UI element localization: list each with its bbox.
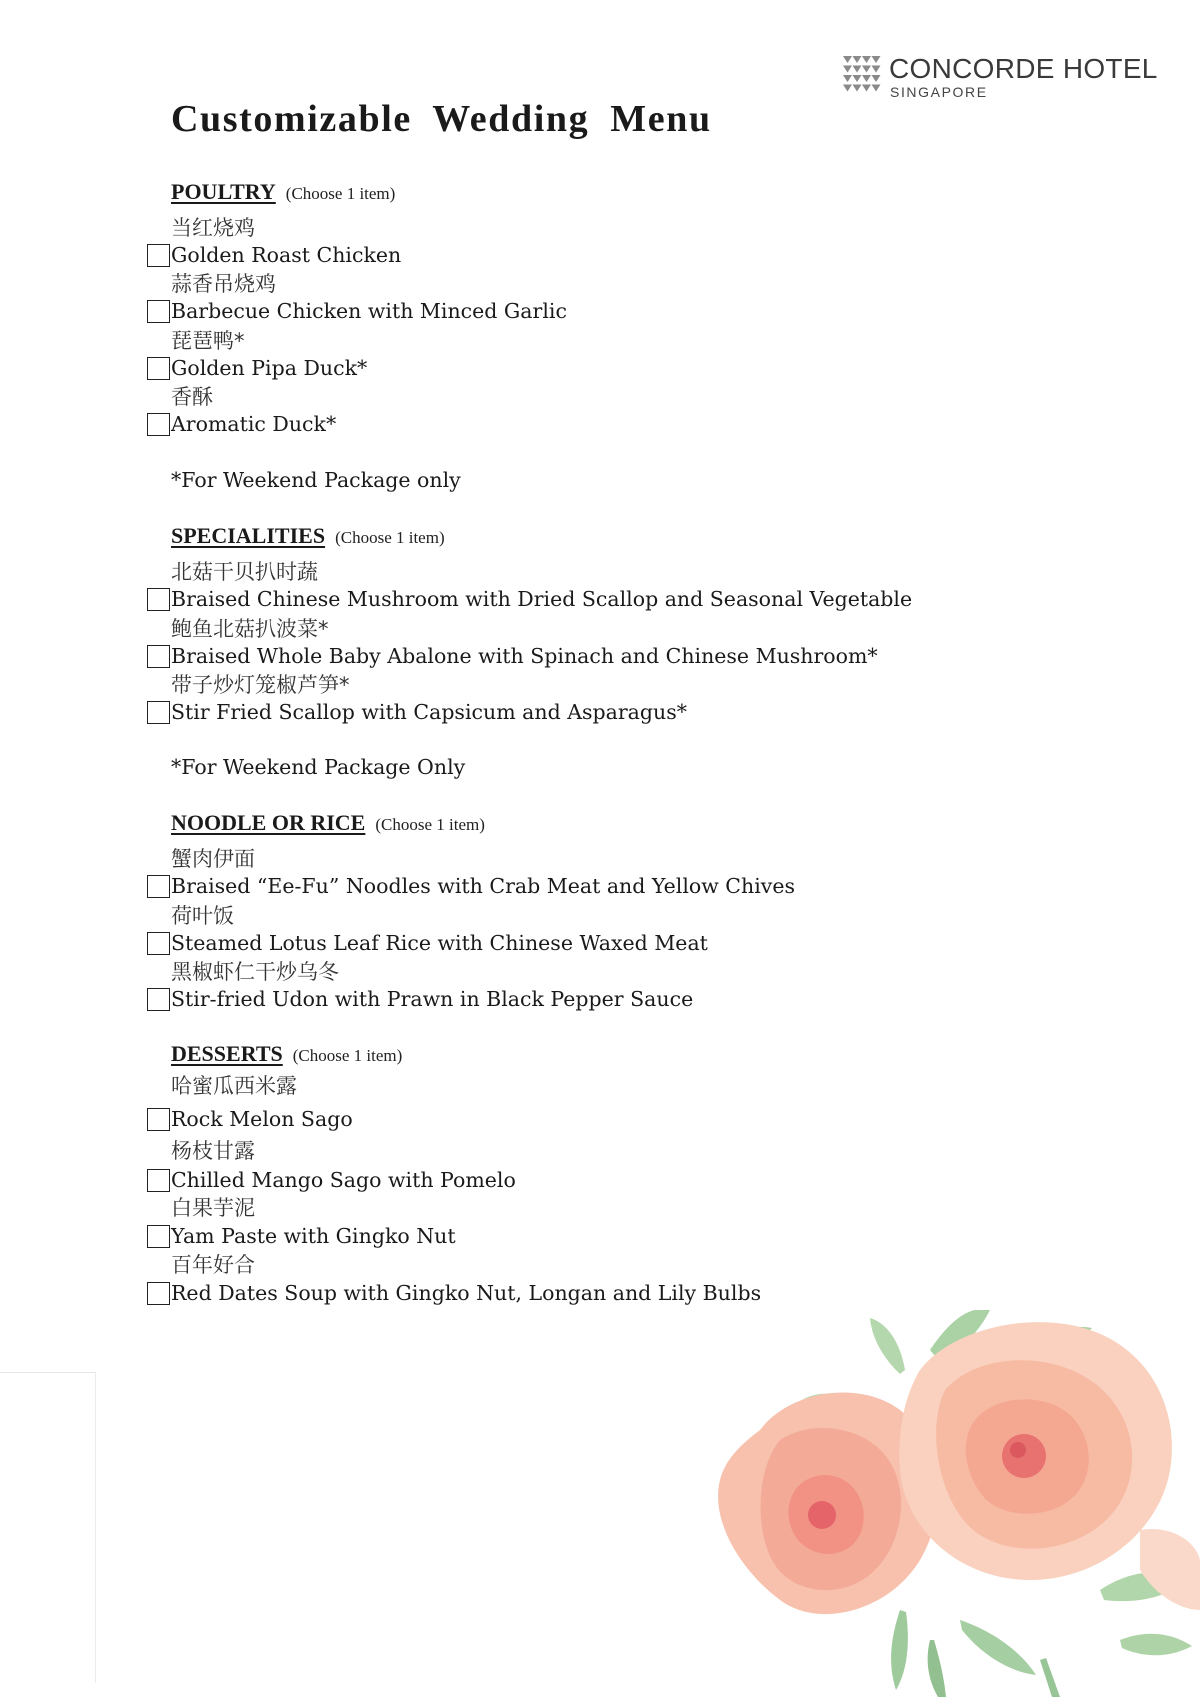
- menu-item: [171, 1138, 1051, 1194]
- menu-item: [171, 1195, 1051, 1251]
- item-name-chinese: 香酥: [171, 385, 213, 409]
- menu-item: [171, 1073, 1051, 1129]
- item-name-chinese: 当红烧鸡: [171, 216, 255, 240]
- section-header: [171, 1040, 402, 1071]
- hotel-location: SINGAPORE: [890, 84, 988, 100]
- menu-item: [171, 1252, 1051, 1308]
- item-name-english: Braised Chinese Mushroom with Dried Scallop and Seasonal Vegetable: [171, 587, 913, 611]
- item-name-english: Aromatic Duck*: [171, 412, 337, 436]
- item-checkbox[interactable]: [147, 1282, 170, 1305]
- item-checkbox[interactable]: [147, 588, 170, 611]
- watercolor-flowers-illustration: [700, 1310, 1200, 1697]
- section-note: (Choose 1 item): [292, 1046, 403, 1065]
- item-name-english: Chilled Mango Sago with Pomelo: [171, 1168, 516, 1192]
- section-note: (Choose 1 item): [285, 184, 396, 203]
- item-checkbox[interactable]: [147, 701, 170, 724]
- item-name-chinese: 带子炒灯笼椒芦笋*: [171, 673, 350, 697]
- menu-item: [171, 271, 1051, 327]
- section-title: NOODLE OR RICE: [171, 810, 366, 835]
- item-checkbox[interactable]: [147, 300, 170, 323]
- menu-item: [171, 616, 1051, 672]
- item-checkbox[interactable]: [147, 1108, 170, 1131]
- item-name-english: Golden Pipa Duck*: [171, 356, 368, 380]
- hotel-logo: [843, 52, 1158, 102]
- section-title: DESSERTS: [171, 1041, 283, 1066]
- item-name-chinese: 白果芋泥: [171, 1196, 255, 1220]
- item-checkbox[interactable]: [147, 357, 170, 380]
- item-checkbox[interactable]: [147, 875, 170, 898]
- section-header: [171, 809, 485, 840]
- item-name-english: Rock Melon Sago: [171, 1107, 353, 1131]
- item-name-english: Yam Paste with Gingko Nut: [171, 1224, 456, 1248]
- item-name-english: Red Dates Soup with Gingko Nut, Longan and Lily Bulbs: [171, 1281, 762, 1305]
- section-header: [171, 522, 445, 553]
- item-checkbox[interactable]: [147, 932, 170, 955]
- item-name-english: Stir Fried Scallop with Capsicum and Asparagus*: [171, 700, 688, 724]
- item-name-chinese: 百年好合: [171, 1253, 255, 1277]
- item-name-english: Golden Roast Chicken: [171, 243, 402, 267]
- item-name-english: Braised “Ee-Fu” Noodles with Crab Meat and Yellow Chives: [171, 874, 795, 898]
- item-name-chinese: 蟹肉伊面: [171, 847, 255, 871]
- item-checkbox[interactable]: [147, 1169, 170, 1192]
- item-name-english: Steamed Lotus Leaf Rice with Chinese Waxed Meat: [171, 931, 708, 955]
- item-name-chinese: 黑椒虾仁干炒乌冬: [171, 960, 339, 984]
- hotel-name: CONCORDE HOTEL: [889, 53, 1158, 84]
- menu-item: [171, 846, 1051, 902]
- item-checkbox[interactable]: [147, 244, 170, 267]
- menu-item: [171, 903, 1051, 959]
- item-name-chinese: 蒜香吊烧鸡: [171, 272, 276, 296]
- triangle-grid-logo-icon: [843, 56, 881, 94]
- item-name-english: Stir-fried Udon with Prawn in Black Pepper Sauce: [171, 987, 694, 1011]
- item-name-chinese: 荷叶饭: [171, 904, 234, 928]
- menu-item: [171, 959, 1051, 1015]
- item-name-chinese: 鲍鱼北菇扒波菜*: [171, 617, 329, 641]
- section-note: (Choose 1 item): [375, 815, 485, 834]
- footnote: *For Weekend Package Only: [171, 755, 466, 779]
- item-name-english: Barbecue Chicken with Minced Garlic: [171, 299, 567, 323]
- page-title: Customizable Wedding Menu: [171, 98, 712, 140]
- item-checkbox[interactable]: [147, 1225, 170, 1248]
- section-header: [171, 178, 395, 209]
- item-checkbox[interactable]: [147, 645, 170, 668]
- footnote: *For Weekend Package only: [171, 468, 461, 492]
- item-name-english: Braised Whole Baby Abalone with Spinach and Chinese Mushroom*: [171, 644, 878, 668]
- section-title: POULTRY: [171, 179, 276, 204]
- item-name-chinese: 北菇干贝扒时蔬: [171, 560, 318, 584]
- section-note: (Choose 1 item): [335, 528, 445, 547]
- item-name-chinese: 琵琶鸭*: [171, 329, 245, 353]
- menu-item: [171, 559, 1051, 615]
- section-title: SPECIALITIES: [171, 523, 326, 548]
- page-edge-divider: [0, 1372, 96, 1683]
- menu-item: [171, 328, 1051, 384]
- item-name-chinese: 哈蜜瓜西米露: [171, 1074, 297, 1098]
- item-name-chinese: 杨枝甘露: [171, 1139, 255, 1163]
- item-checkbox[interactable]: [147, 413, 170, 436]
- menu-item: [171, 384, 1051, 440]
- item-checkbox[interactable]: [147, 988, 170, 1011]
- menu-item: [171, 672, 1051, 728]
- menu-item: [171, 215, 1051, 271]
